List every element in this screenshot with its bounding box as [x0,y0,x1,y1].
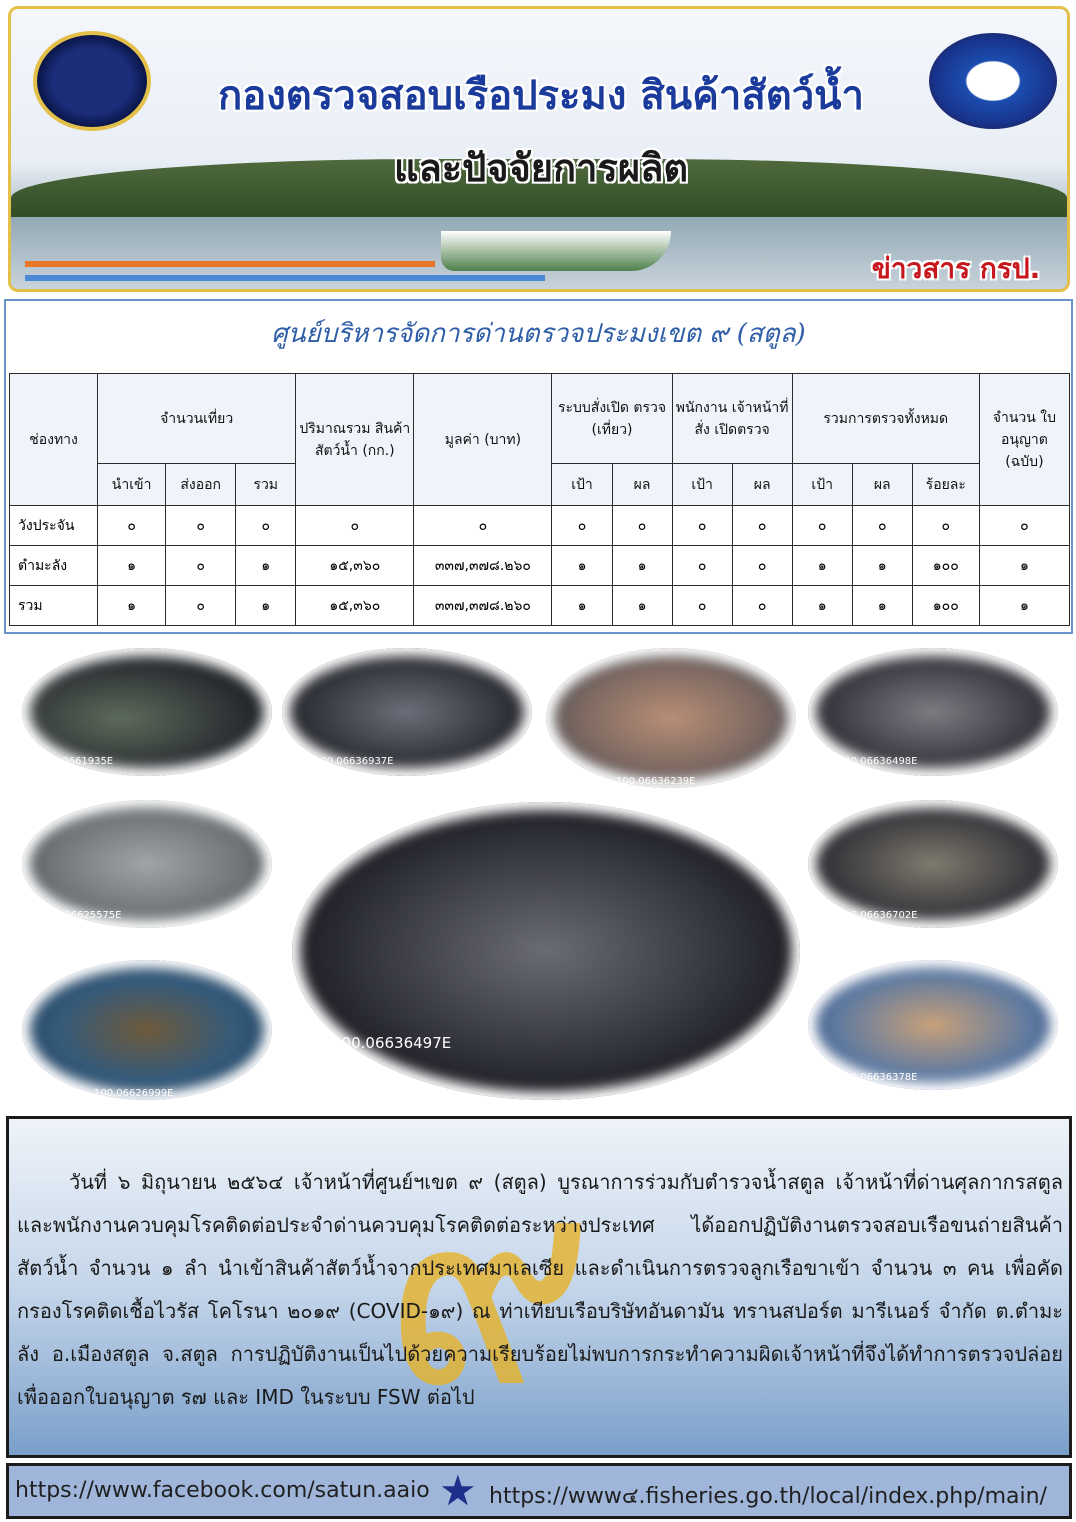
photo-cargo-boat [22,648,272,776]
cell-licenses: ๑ [979,546,1069,586]
header-result: ผล [852,464,912,506]
banner-title: กองตรวจสอบเรือประมง สินค้าสัตว์น้ำ [218,73,864,119]
cell-system-target: ๐ [552,506,612,546]
header-system-order: ระบบสั่งเปิด ตรวจ (เที่ยว) [552,374,672,464]
cell-channel: ตำมะลัง [10,546,98,586]
fishery-inspection-logo [929,33,1057,129]
statistics-section [4,299,1073,634]
photo-fish-closeup [22,800,272,928]
cell-total-target: ๑ [792,586,852,626]
photo-main-inspection [292,802,800,1100]
photo-coordinate: 100.06625575E [42,910,122,921]
cell-total-result: ๑ [852,586,912,626]
photo-coordinate: 100.06636498E [838,756,918,767]
banner-subtitle: และปัจจัยการผลิต [393,146,689,190]
cell-import: ๑ [98,586,166,626]
header-export: ส่งออก [166,464,236,506]
cell-officer-result: ๐ [732,546,792,586]
photo-coordinate: 100.06636702E [838,910,918,921]
cell-channel: รวม [10,586,98,626]
header-total-inspection: รวมการตรวจทั้งหมด [792,374,979,464]
cell-export: ๐ [166,586,236,626]
news-text-block [6,1116,1072,1458]
header-target: เป้า [792,464,852,506]
header-target: เป้า [552,464,612,506]
cell-trips-total: ๑ [236,546,296,586]
website-link[interactable]: https://www๔.fisheries.go.th/local/index.php/main/ [489,1484,1047,1509]
cell-officer-result: ๐ [732,506,792,546]
cell-system-result: ๑ [612,586,672,626]
facebook-link[interactable]: https://www.facebook.com/satun.aaio [15,1478,430,1503]
cell-value: ๐ [414,506,552,546]
cell-total-target: ๑ [792,546,852,586]
cell-export: ๐ [166,546,236,586]
photo-coordinate: 100.0661935E [40,756,114,767]
cell-channel: วังประจัน [10,506,98,546]
cell-import: ๐ [98,506,166,546]
header-value: มูลค่า (บาท) [414,374,552,506]
photo-coordinate: 100.06636378E [838,1072,918,1083]
header-trips-total: รวม [236,464,296,506]
cell-export: ๐ [166,506,236,546]
header-officer-order: พนักงาน เจ้าหน้าที่สั่ง เปิดตรวจ [672,374,792,464]
header-percent: ร้อยละ [912,464,979,506]
header-target: เป้า [672,464,732,506]
photo-packed-shrimp [808,960,1058,1090]
cell-system-result: ๑ [612,546,672,586]
header-result: ผล [732,464,792,506]
cell-quantity: ๐ [296,506,414,546]
cell-officer-target: ๐ [672,506,732,546]
header-quantity: ปริมาณรวม สินค้าสัตว์น้ำ (กก.) [296,374,414,506]
cell-value: ๓๓๗,๓๗๘.๒๖๐ [414,546,552,586]
photo-coordinate: 100.06636497E [332,1034,452,1052]
cell-percent: ๐ [912,506,979,546]
orange-stripe [25,261,435,267]
cell-trips-total: ๐ [236,506,296,546]
cell-licenses: ๐ [979,506,1069,546]
photo-unloading [808,800,1058,928]
cell-total-result: ๐ [852,506,912,546]
inspection-table [9,373,1070,626]
cell-system-target: ๑ [552,586,612,626]
photo-fish-catch [546,648,796,788]
cell-percent: ๑๐๐ [912,586,979,626]
cell-system-target: ๑ [552,546,612,586]
photo-inspection-team [808,648,1058,776]
header-banner [8,6,1070,292]
cell-system-result: ๐ [612,506,672,546]
photo-coordinate: 100.06636239E [616,776,696,787]
cell-value: ๓๓๗,๓๗๘.๒๖๐ [414,586,552,626]
header-import: นำเข้า [98,464,166,506]
cell-quantity: ๑๕,๓๖๐ [296,586,414,626]
header-channel: ช่องทาง [10,374,98,506]
news-paragraph: วันที่ ๖ มิถุนายน ๒๕๖๔ เจ้าหน้าที่ศูนย์ฯเขต ๙ (สตูล) บูรณาการร่วมกับตำรวจน้ำสตูล เจ้าหน้าที่ด่านศุลกากรสตูล และพนักงานควบคุมโรคติดต่อประจำด่านควบคุมโรคติดต่อระหว่างประเทศ ได้ออกปฏิบัติงานตรวจสอบเรือขนถ่ายสินค้าสัตว์น้ำ จำนวน ๑ ลำ นำเข้าสินค้าสัตว์น้ำจากประเทศมาเลเซีย และดำเนินการตรวจลูกเรือขาเข้า จำนวน ๓ คน เพื่อคัดกรองโรคติดเชื้อไวรัส โคโรนา ๒๐๑๙ (COVID-๑๙) ณ ท่าเทียบเรือบริษัทอันดามัน ทรานสปอร์ต มารีเนอร์ จำกัด ต.ตำมะลัง อ.เมืองสตูล จ.สตูล การปฏิบัติงานเป็นไปด้วยความเรียบร้อยไม่พบการกระทำความผิดเจ้าหน้าที่จึงได้ทำการตรวจปล่อยเพื่อออกใบอนุญาต ร๗ และ IMD ในระบบ FSW ต่อไป [17,1170,1063,1409]
news-label: ข่าวสาร กรป. [871,252,1041,285]
department-of-fisheries-seal [33,31,151,131]
header-result: ผล [612,464,672,506]
header-trips: จำนวนเที่ยว [98,374,296,464]
cell-percent: ๑๐๐ [912,546,979,586]
photo-horseshoe-crab [22,960,272,1100]
cell-trips-total: ๑ [236,586,296,626]
section-title: ศูนย์บริหารจัดการด่านตรวจประมงเขต ๙ (สตูล) [271,319,806,349]
table-row [10,506,1070,546]
star-icon: ★ [439,1466,477,1515]
cell-licenses: ๑ [979,586,1069,626]
photo-officers-pier [282,648,532,776]
cell-import: ๑ [98,546,166,586]
header-licenses: จำนวน ใบอนุญาต (ฉบับ) [979,374,1069,506]
table-row [10,586,1070,626]
cell-officer-target: ๐ [672,586,732,626]
patrol-boat [441,231,671,271]
photo-coordinate: 100.06626999E [94,1088,174,1099]
cell-total-result: ๑ [852,546,912,586]
region-nine-numeral: ๙ [382,1116,596,1452]
blue-stripe [25,275,545,281]
cell-officer-target: ๐ [672,546,732,586]
cell-total-target: ๐ [792,506,852,546]
cell-officer-result: ๐ [732,586,792,626]
footer-links [6,1463,1072,1519]
table-row [10,546,1070,586]
cell-quantity: ๑๕,๓๖๐ [296,546,414,586]
photo-coordinate: 100.06636937E [314,756,394,767]
